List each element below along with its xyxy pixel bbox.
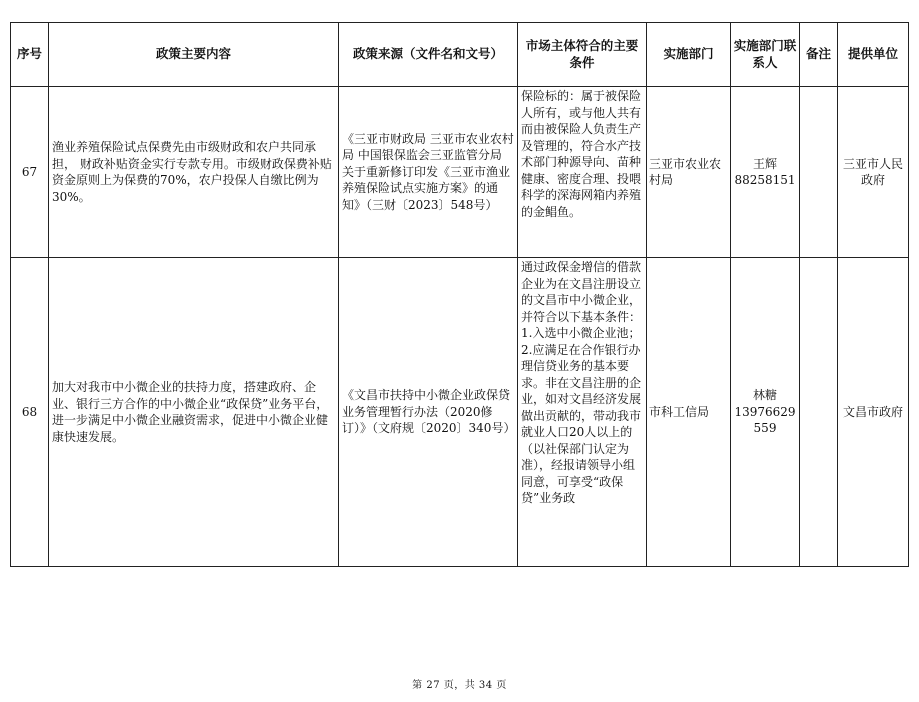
row-content: 加大对我市中小微企业的扶持力度，搭建政府、企业、银行三方合作的中小微企业“政保贷”业务平台，进一步满足中小微企业融资需求，促进中小微企业健康快速发展。 [49,258,339,567]
row-provider: 文昌市政府 [838,258,909,567]
page-number: 第 27 页，共 34 页 [412,680,507,691]
contact-phone: 13976629559 [734,404,796,436]
row-note [800,258,838,567]
policy-table [10,22,909,567]
header-provider: 提供单位 [838,23,909,87]
row-source: 《文昌市扶持中小微企业政保贷业务管理暂行办法（2020修订）》（文府规〔2020〕340号） [339,258,518,567]
row-contact [731,258,800,567]
table-row [11,258,909,567]
header-source: 政策来源（文件名和文号） [339,23,518,87]
row-conditions [518,258,647,567]
header-department: 实施部门 [647,23,731,87]
row-num: 68 [11,258,49,567]
header-note: 备注 [800,23,838,87]
row-provider: 三亚市人民政府 [838,87,909,258]
header-num: 序号 [11,23,49,87]
row-content: 渔业养殖保险试点保费先由市级财政和农户共同承担， 财政补贴资金实行专款专用。市级财政保费补贴资金原则上为保费的70%，农户投保人自缴比例为30%。 [49,87,339,258]
contact-phone: 88258151 [734,173,796,187]
header-row [11,23,909,87]
contact-name: 王辉 [752,156,777,171]
row-department: 市科工信局 [647,258,731,567]
row-source: 《三亚市财政局 三亚市农业农村局 中国银保监会三亚监管分局 关于重新修订印发《三亚市渔业养殖保险试点实施方案》的通知》（三财〔2023〕548号） [339,87,518,258]
row-department: 三亚市农业农村局 [647,87,731,258]
row-note [800,87,838,258]
row-conditions: 保险标的：属于被保险人所有，或与他人共有而由被保险人负责生产及管理的，符合水产技术部门种源导向、苗种健康、密度合理、投喂科学的深海网箱内养殖的金鲳鱼。 [518,87,647,258]
header-conditions: 市场主体符合的主要条件 [518,23,647,87]
header-content: 政策主要内容 [49,23,339,87]
table-row [11,87,909,258]
row-contact [731,87,800,258]
conditions-text: 通过政保金增信的借款企业为在文昌注册设立的文昌市中小微企业，并符合以下基本条件：1.入选中小微企业池；2.应满足在合作银行办理信贷业务的基本要求。非在文昌注册的企业，如对文昌经济发展做出贡献的，带动我市就业人口20人以上的（以社保部门认定为准），经报请领导小组同意，可享受“政保贷”业务政 [521,260,642,505]
row-num: 67 [11,87,49,258]
header-contact: 实施部门联系人 [731,23,800,87]
contact-name: 林糖 [752,388,777,403]
